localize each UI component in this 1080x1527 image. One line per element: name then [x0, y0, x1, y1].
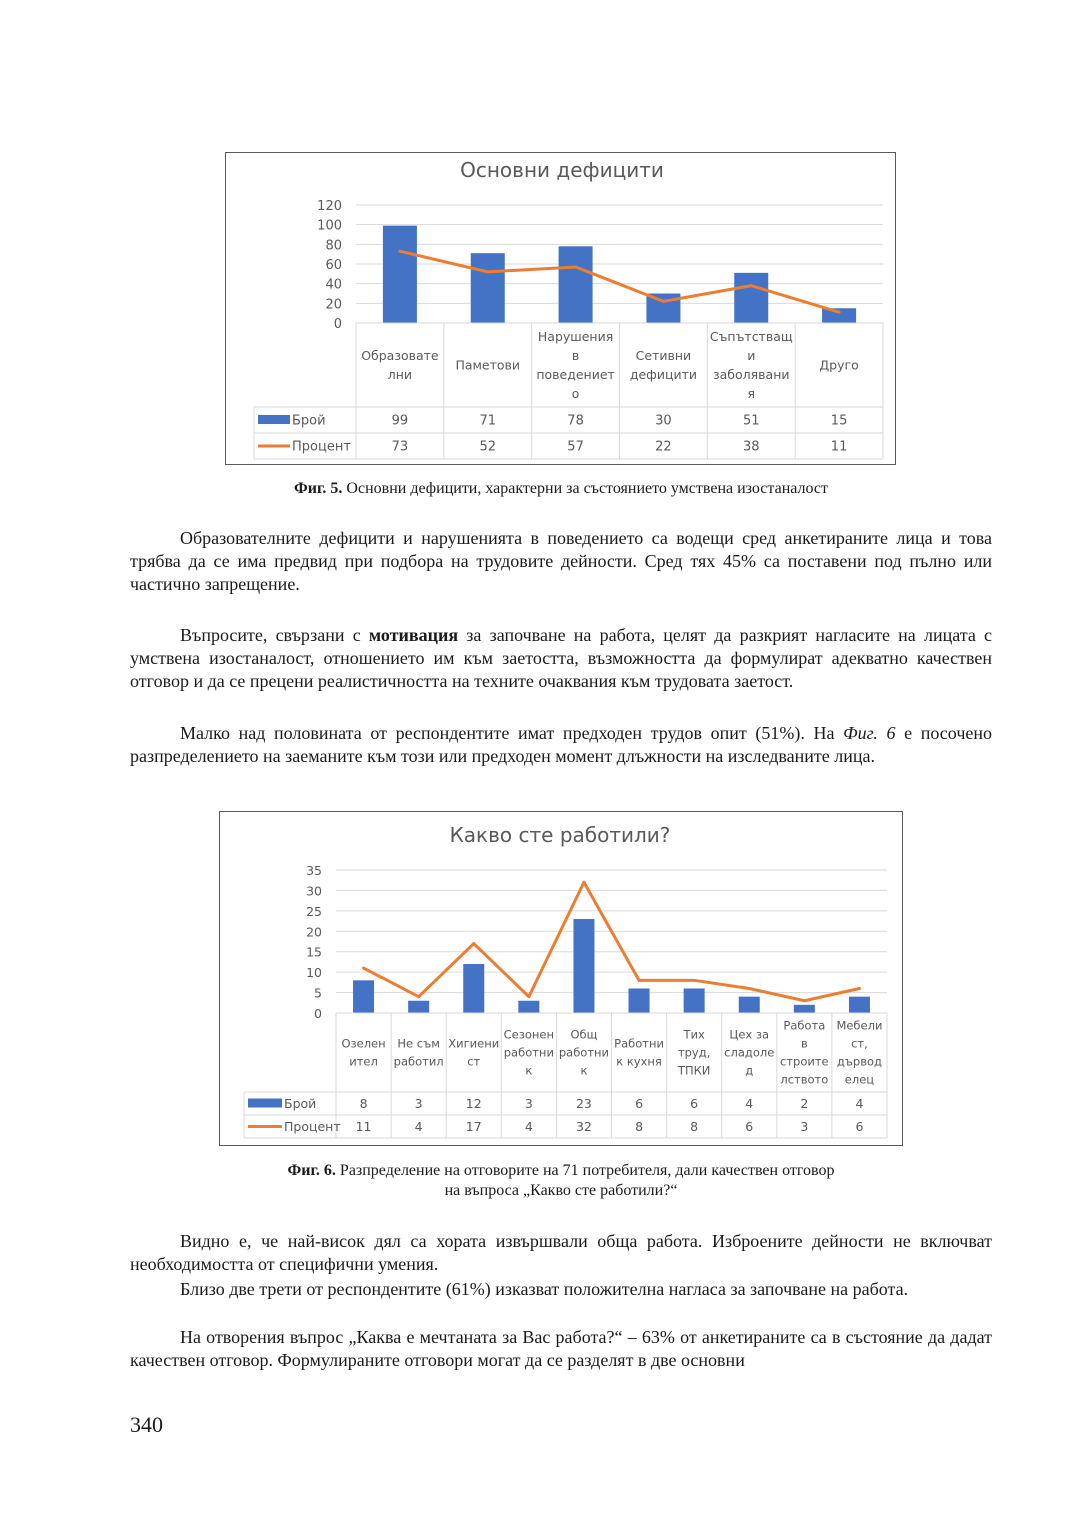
legend-label: Процент [292, 439, 351, 455]
y-tick-label: 15 [306, 944, 322, 960]
y-tick-label: 120 [317, 199, 342, 214]
paragraph-2-bold: мотивация [368, 625, 459, 645]
category-label: я [747, 386, 756, 401]
data-table-value: 4 [855, 1096, 864, 1111]
y-tick-label: 35 [306, 863, 322, 878]
data-table-value: 4 [745, 1096, 754, 1111]
data-table-value: 17 [465, 1119, 482, 1134]
series-line [364, 882, 860, 1000]
data-table-value: 71 [479, 413, 497, 429]
line-point [582, 881, 585, 884]
line-point [838, 311, 841, 314]
category-label: заболявани [713, 367, 790, 382]
y-tick-label: 5 [314, 985, 322, 1001]
y-tick-label: 20 [325, 297, 342, 313]
category-label: лството [780, 1072, 829, 1087]
paragraph-2-text-b: за започване на работа, целят да разкрият нагласите на лицата с умствена изостаналост, отношението им към заетостта, възможността да формулират адекватно качествен отговор и да се прецени реалистичността на техните очаквания към трудовата заетост. [130, 625, 992, 691]
data-table-value: 57 [567, 439, 584, 455]
chart-fig5-svg [226, 153, 895, 464]
page-number: 340 [130, 1412, 163, 1437]
paragraph-3-italic: Фиг. 6 [843, 723, 896, 743]
y-tick-label: 20 [306, 924, 322, 940]
category-label: поведениет [536, 367, 615, 382]
category-label: ст, [851, 1036, 868, 1051]
line-point [574, 265, 577, 268]
fig6-caption [130, 1161, 992, 1201]
data-table-value: 6 [690, 1096, 699, 1111]
data-table-value: 23 [575, 1096, 592, 1111]
line-point [417, 995, 420, 998]
category-label: Друго [819, 357, 859, 373]
bar [684, 988, 705, 1013]
line-point [362, 967, 365, 970]
category-label: Не съм [397, 1036, 440, 1051]
line-point [486, 270, 489, 273]
category-label: дефицити [629, 367, 698, 382]
chart-fig6-svg [220, 812, 902, 1145]
paragraph-4-text: Видно е, че най-висок дял са хората извършвали обща работа. Изброените дейности не включват необходимостта от специфични умения. [130, 1231, 992, 1274]
paragraph-6-text: На отворения въпрос „Каква е мечтаната за Вас работа?“ – 63% от анкетираните са в състояние да дадат качествен отговор. Формулираните отговори могат да се разделят в две основни [130, 1327, 992, 1370]
line-point [858, 987, 861, 990]
category-label: Работа [783, 1018, 826, 1033]
category-label: Съпътстващ [709, 329, 793, 344]
bar [408, 1001, 429, 1013]
paragraph-3-text-b: е посочено разпределението на заеманите към този или предходен момент длъжности на изследваните лица. [130, 723, 993, 766]
data-table-value: 32 [575, 1119, 592, 1134]
paragraph-2 [130, 624, 992, 693]
paragraph-3 [130, 722, 992, 768]
data-table-value: 3 [414, 1096, 423, 1111]
category-label: работни [558, 1045, 610, 1060]
category-label: ст [467, 1054, 481, 1069]
data-table-value: 73 [391, 439, 409, 455]
line-point [748, 987, 751, 990]
chart-title: Основни дефицити [460, 158, 664, 182]
category-label: елец [844, 1072, 875, 1087]
category-label: работил [393, 1054, 444, 1069]
y-tick-label: 80 [325, 238, 342, 254]
paragraph-6 [130, 1326, 992, 1372]
fig6-line1: Разпределение на отговорите на 71 потребителя, дали качествен отговор [335, 1162, 835, 1179]
bar [794, 1005, 815, 1013]
legend-label: Брой [292, 413, 326, 429]
data-table-value: 6 [635, 1096, 644, 1111]
fig6-line2: на въпроса „Какво сте работили?“ [444, 1182, 678, 1199]
category-label: работни [503, 1045, 554, 1060]
category-label: ТПКИ [677, 1063, 711, 1078]
data-table-value: 15 [830, 413, 848, 429]
data-table-value: 6 [855, 1119, 864, 1134]
legend-label: Брой [284, 1096, 317, 1111]
chart-fig5 [225, 152, 896, 465]
category-label: и [747, 348, 756, 363]
paragraph-1-text: Образователните дефицити и нарушенията в поведението са водещи сред анкетираните лица и това трябва да се има предвид при подбора на трудовите дейности. Сред тях 45% са поставени под пълно или частично запрещение. [130, 528, 992, 594]
bar [559, 246, 593, 323]
category-label: о [571, 386, 580, 401]
y-tick-label: 100 [317, 218, 342, 234]
bar [629, 988, 650, 1013]
category-label: Тих [683, 1027, 705, 1042]
paragraph-4 [130, 1230, 992, 1276]
data-table-value: 11 [355, 1119, 372, 1134]
line-point [803, 999, 806, 1002]
category-label: в [571, 348, 580, 363]
category-label: Сезонен [503, 1027, 555, 1042]
line-point [527, 995, 530, 998]
legend-swatch-bar [248, 1099, 282, 1108]
line-point [472, 942, 475, 945]
bar [518, 1001, 539, 1013]
bar [739, 997, 760, 1013]
data-table-value: 38 [742, 439, 760, 455]
y-tick-label: 60 [325, 258, 342, 273]
category-label: к [525, 1063, 533, 1078]
line-point [693, 979, 696, 982]
bar [849, 997, 870, 1013]
fig5-label: Фиг. 5. [294, 480, 343, 497]
data-table-value: 3 [524, 1096, 533, 1111]
category-label: труд, [677, 1045, 711, 1060]
category-label: Образовате [361, 348, 439, 363]
data-table-value: 4 [524, 1119, 533, 1134]
paragraph-3-text-a: Малко над половината от респондентите имат предходен трудов опит (51%). На [180, 723, 844, 743]
paragraph-2-text-a: Въпросите, свързани с [180, 625, 369, 645]
data-table-value: 8 [690, 1119, 699, 1134]
data-table-value: 30 [655, 413, 672, 429]
data-table-value: 99 [391, 413, 409, 429]
category-label: Работни [614, 1036, 664, 1051]
data-table-value: 11 [830, 439, 848, 455]
category-label: к [580, 1063, 588, 1078]
category-label: Мебели [836, 1018, 883, 1033]
data-table-value: 12 [465, 1096, 482, 1111]
data-table-value: 8 [359, 1096, 368, 1111]
bar [463, 964, 484, 1013]
data-table-value: 51 [742, 413, 760, 429]
chart-title: Какво сте работили? [449, 823, 671, 847]
category-label: Озелен [341, 1036, 386, 1051]
fig5-text: Основни дефицити, характерни за състоянието умствена изостаналост [342, 480, 828, 497]
fig5-caption [130, 479, 992, 499]
bar [353, 980, 374, 1013]
line-point [398, 250, 401, 253]
data-table-value: 8 [635, 1119, 644, 1134]
bar [734, 273, 768, 323]
data-table-value: 52 [479, 439, 497, 455]
category-label: к кухня [616, 1054, 662, 1069]
category-label: Нарушения [537, 329, 614, 344]
category-label: сладоле [724, 1045, 775, 1060]
line-point [750, 284, 753, 287]
category-label: Сетивни [635, 348, 692, 363]
data-table-value: 78 [567, 413, 584, 429]
category-label: в [800, 1036, 808, 1051]
legend-swatch-bar [258, 415, 290, 424]
y-tick-label: 25 [306, 903, 322, 919]
line-point [662, 300, 665, 303]
bar [573, 919, 594, 1013]
fig6-label: Фиг. 6. [287, 1162, 336, 1179]
y-tick-label: 10 [306, 965, 322, 981]
y-tick-label: 40 [325, 277, 342, 293]
data-table-value: 2 [800, 1096, 809, 1111]
data-table-value: 6 [745, 1119, 754, 1134]
y-tick-label: 0 [314, 1006, 322, 1021]
category-label: д [745, 1063, 754, 1078]
data-table-value: 4 [414, 1119, 423, 1134]
category-label: строите [780, 1054, 829, 1069]
category-label: лни [387, 367, 413, 382]
paragraph-5 [130, 1278, 992, 1301]
category-label: Общ [570, 1027, 598, 1042]
line-point [638, 979, 641, 982]
category-label: Паметови [455, 357, 521, 373]
data-table-value: 22 [655, 439, 672, 455]
category-label: ител [349, 1054, 378, 1069]
legend-label: Процент [284, 1119, 341, 1134]
category-label: Цех за [729, 1027, 770, 1042]
y-tick-label: 0 [333, 317, 342, 332]
category-label: дървод [836, 1054, 883, 1069]
bar [471, 253, 505, 323]
paragraph-5-text: Близо две трети от респондентите (61%) изказват положителна нагласа за започване на работа. [180, 1279, 909, 1299]
category-label: Хигиени [448, 1036, 500, 1051]
bar [822, 308, 856, 323]
chart-fig6 [219, 811, 903, 1146]
bar [383, 226, 417, 323]
paragraph-1 [130, 527, 992, 596]
y-tick-label: 30 [306, 883, 322, 899]
data-table-value: 3 [800, 1119, 809, 1134]
